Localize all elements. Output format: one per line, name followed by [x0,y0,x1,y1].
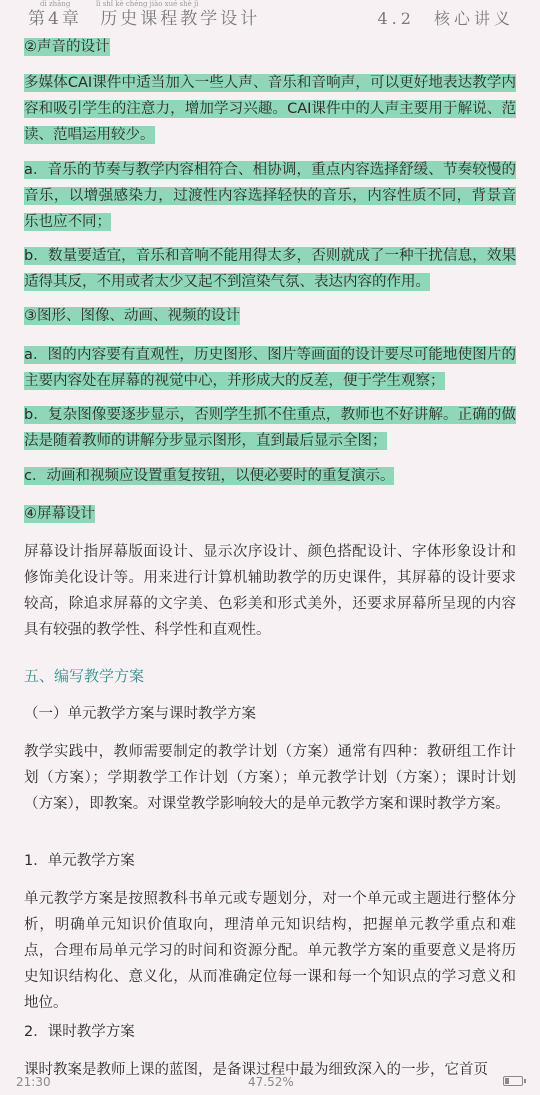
subsection-heading: （一）单元教学方案与课时教学方案 [24,706,256,722]
battery-icon [503,1076,523,1086]
reading-progress: 47.52% [248,1075,294,1089]
paragraph: 单元教学方案是按照教科书单元或专题划分，对一个单元或主题进行整体分析，明确单元知识价值取向，理清单元知识结构，把握单元教学重点和难点，合理布局单元学习的时间和资源分配。单元教学方案的重要意义是将历史知识结构化、意义化，从而准确定位每一课和每一个知识点的学习意义和地位。 [24,891,516,1011]
status-footer [0,1070,540,1095]
item-heading: 2．课时教学方案 [24,1024,135,1040]
chapter-number: 第4章 [28,9,82,29]
paragraph-truncated: 课时教案是教师上课的蓝图，是备课过程中最为细致深入的一步，它首页 [24,1062,488,1078]
book-title: 历史课程教学设计 [100,9,261,29]
book-title-ruby: lì shǐ kè chéng jiào xué shè jì [96,0,199,8]
paragraph: b．数量要适宜，音乐和音响不能用得太多，否则就成了一种干扰信息，效果适得其反，不用或者太少又起不到渲染气氛、表达内容的作用。 [24,248,516,290]
section-heading: 五、编写教学方案 [24,667,145,685]
paragraph: c．动画和视频应设置重复按钮，以便必要时的重复演示。 [24,468,395,484]
paragraph: 教学实践中，教师需要制定的教学计划（方案）通常有四种：教研组工作计划（方案）；学期教学工作计划（方案）；单元教学计划（方案）；课时计划（方案），即教案。对课堂教学影响较大的是单元教学方案和课时教学方案。 [24,744,516,812]
section-label [377,6,514,29]
paragraph: 屏幕设计指屏幕版面设计、显示次序设计、颜色搭配设计、字体形象设计和修饰美化设计等。用来进行计算机辅助教学的历史课件，其屏幕的设计要求较高，除追求屏幕的文字美、色彩美和形式美外，还要求屏幕所呈现的内容具有较强的教学性、科学性和直观性。 [24,544,516,638]
chapter-ruby: dì zhāng [40,0,71,8]
reader-header [0,0,540,30]
battery-level-fill [505,1078,509,1084]
paragraph: a．音乐的节奏与教学内容相符合、相协调，重点内容选择舒缓、节奏较慢的音乐，以增强感染力，过渡性内容选择轻快的音乐，内容性质不同，背景音乐也应不同； [24,162,516,230]
paragraph-heading-graphics: ③图形、图像、动画、视频的设计 [24,308,240,324]
section-title: 核心讲义 [433,9,514,28]
paragraph-heading-screen: ④屏幕设计 [24,506,95,522]
paragraph: 多媒体CAI课件中适当加入一些人声、音乐和音响声，可以更好地表达教学内容和吸引学生的注意力，增加学习兴趣。CAI课件中的人声主要用于解说、范读、范唱运用较少。 [24,75,516,143]
item-heading: 1．单元教学方案 [24,853,135,869]
clock-time: 21:30 [16,1075,51,1089]
section-number: 4.2 [377,9,415,28]
paragraph-heading-sound: ②声音的设计 [24,39,110,55]
paragraph: b．复杂图像要逐步显示，否则学生抓不住重点，教师也不好讲解。正确的做法是随着教师的讲解分步显示图形，直到最后显示全图； [24,407,516,449]
paragraph: a．图的内容要有直观性，历史图形、图片等画面的设计要尽可能地使图片的主要内容处在屏幕的视觉中心，并形成大的反差，便于学生观察； [24,347,516,389]
